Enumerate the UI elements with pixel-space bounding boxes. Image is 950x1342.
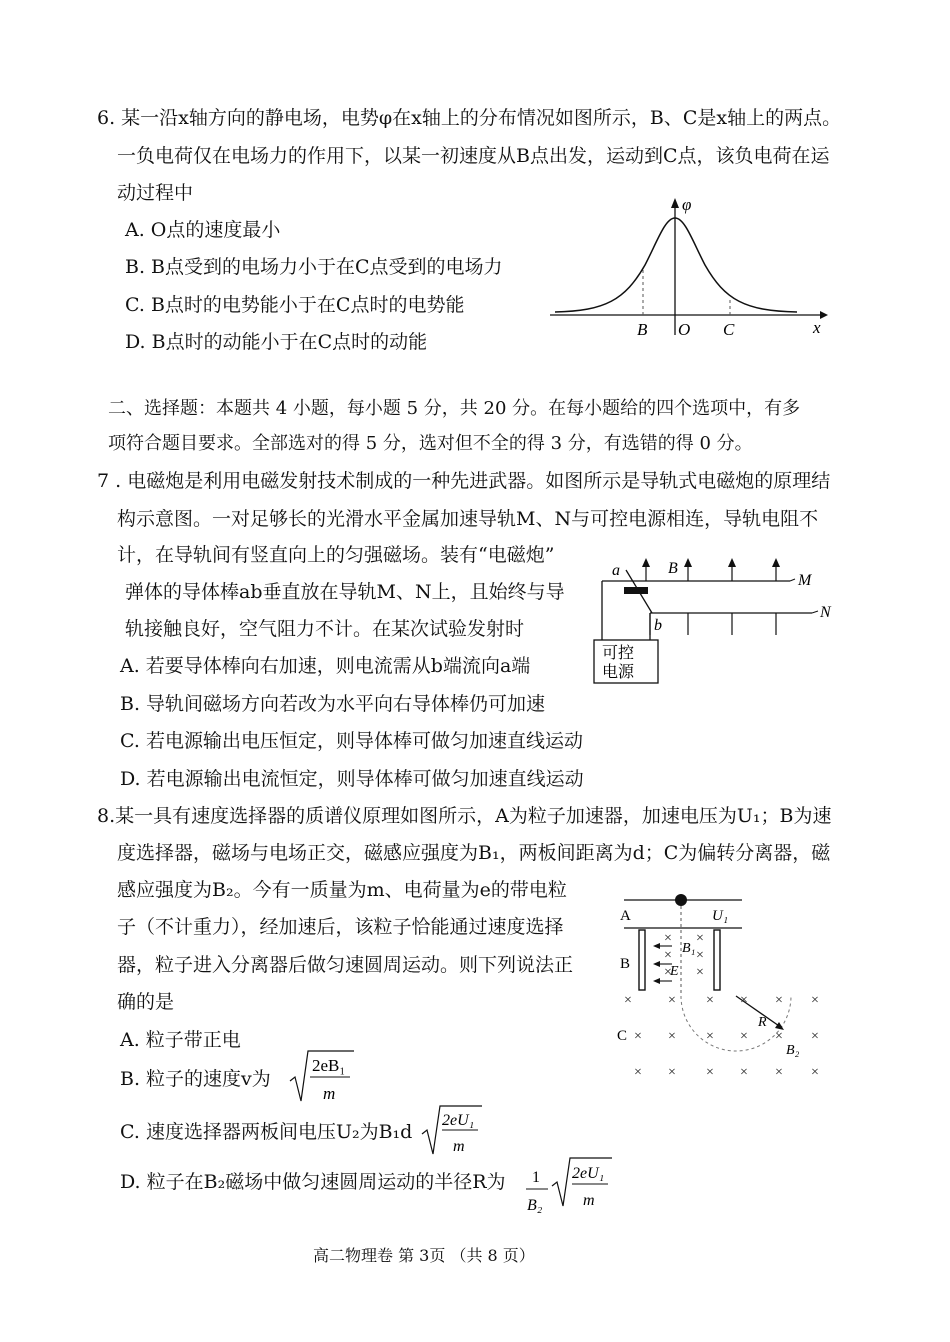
q7-option-b: B. 导轨间磁场方向若改为水平向右导体棒仍可加速 [120, 693, 546, 715]
q8-cross: × [696, 965, 704, 980]
q8-option-d-text: D. 粒子在B₂磁场中做匀速圆周运动的半径R为 [120, 1171, 506, 1193]
q8-cross: × [664, 931, 672, 946]
q8-cross: × [740, 1065, 748, 1080]
q6-potential-graph [545, 190, 835, 350]
q8-cross: × [634, 1065, 642, 1080]
q6-stem-line-1: 6. 某一沿x轴方向的静电场，电势φ在x轴上的分布情况如图所示，B、C是x轴上的两点。 [97, 107, 842, 129]
q8-cross: × [668, 1065, 676, 1080]
q7-label-field: B [668, 560, 678, 577]
q8-stem-line-6: 确的是 [117, 991, 175, 1013]
q7-stem-line-5: 轨接触良好，空气阻力不计。在某次试验发射时 [125, 618, 525, 640]
q8-option-d-denominator: m [583, 1192, 595, 1209]
q8-label-b1: B₁ [682, 941, 696, 956]
q7-stem-line-3: 计，在导轨间有竖直向上的匀强磁场。装有“电磁炮” [117, 544, 555, 566]
q8-stem-line-3: 感应强度为B₂。今有一质量为m、电荷量为e的带电粒 [117, 879, 567, 901]
q8-stem-line-2: 度选择器，磁场与电场正交，磁感应强度为B₁，两板间距离为d；C为偏转分离器，磁 [117, 842, 831, 864]
q7-option-a: A. 若要导体棒向右加速，则电流需从b端流向a端 [120, 655, 531, 677]
q7-stem-line-1: 7 . 电磁炮是利用电磁发射技术制成的一种先进武器。如图所示是导轨式电磁炮的原理结 [97, 470, 831, 492]
q7-label-n: N [820, 604, 831, 621]
q8-cross: × [740, 1029, 748, 1044]
q8-label-c: C [617, 1028, 628, 1044]
q8-stem-line-1: 8.某一具有速度选择器的质谱仪原理如图所示，A为粒子加速器，加速电压为U₁；B为速 [97, 805, 832, 827]
q6-option-a: A. O点的速度最小 [125, 219, 281, 241]
q8-option-c-denominator: m [453, 1138, 465, 1155]
q7-option-d: D. 若电源输出电流恒定，则导体棒可做匀加速直线运动 [120, 768, 584, 790]
q8-cross: × [668, 1029, 676, 1044]
q6-option-c: C. B点时的电势能小于在C点时的电势能 [125, 294, 465, 316]
q7-source-label-2: 电源 [602, 664, 635, 681]
q7-railgun-diagram [590, 555, 840, 690]
q8-option-b-radical [288, 1045, 358, 1107]
q6-option-d: D. B点时的动能小于在C点时的动能 [125, 331, 428, 353]
q8-option-d-fraction [522, 1160, 552, 1220]
q8-cross: × [811, 1065, 819, 1080]
q7-label-m: M [798, 572, 812, 589]
q8-cross: × [775, 993, 783, 1008]
section2-instructions: 项符合题目要求。全部选对的得 5 分，选对但不全的得 3 分，有选错的得 0 分。 [108, 433, 753, 454]
q8-cross: × [811, 1029, 819, 1044]
q8-option-c-radical [420, 1100, 490, 1160]
q8-label-b: B [620, 956, 631, 972]
q8-cross: × [634, 1029, 642, 1044]
q8-cross: × [696, 948, 704, 963]
q8-label-b2: B₂ [786, 1043, 800, 1058]
q8-cross: × [696, 931, 704, 946]
section2-heading: 二、选择题：本题共 4 小题，每小题 5 分，共 20 分。在每小题给的四个选项中，有多 [108, 398, 801, 419]
q7-option-c: C. 若电源输出电压恒定，则导体棒可做匀加速直线运动 [120, 730, 583, 752]
q8-option-b-denominator: m [323, 1084, 336, 1103]
q8-option-b-numerator: 2eB₁ [312, 1056, 346, 1075]
q8-cross: × [664, 965, 672, 980]
q8-cross: × [664, 948, 672, 963]
q8-cross: × [668, 993, 676, 1008]
q8-cross: × [775, 1065, 783, 1080]
q8-cross: × [706, 993, 714, 1008]
q8-label-a: A [620, 908, 631, 924]
q6-x-label: x [813, 318, 821, 337]
q7-label-b-end: b [654, 617, 662, 634]
q6-option-b: B. B点受到的电场力小于在C点受到的电场力 [125, 256, 503, 278]
page-footer: 高二物理卷 第 3页 （共 8 页） [313, 1246, 535, 1265]
q6-phi-label: φ [682, 195, 692, 214]
q8-option-c-numerator: 2eU₁ [442, 1112, 475, 1129]
q8-label-e: E [670, 964, 679, 979]
q8-option-d-b2: B₂ [527, 1197, 543, 1214]
q7-label-a: a [612, 562, 620, 579]
q8-option-b-text: B. 粒子的速度v为 [120, 1068, 271, 1090]
q8-cross: × [706, 1065, 714, 1080]
q6-point-b: B [637, 320, 648, 339]
q8-cross: × [624, 993, 632, 1008]
q8-cross: × [775, 1029, 783, 1044]
q7-stem-line-4: 弹体的导体棒ab垂直放在导轨M、N上，且始终与导 [125, 581, 565, 603]
q8-option-d-one: 1 [532, 1169, 540, 1186]
q6-stem-line-2: 一负电荷仅在电场力的作用下，以某一初速度从B点出发，运动到C点，该负电荷在运 [117, 145, 830, 167]
q7-stem-line-2: 构示意图。一对足够长的光滑水平金属加速导轨M、N与可控电源相连，导轨电阻不 [117, 508, 819, 530]
q7-source-label-1: 可控 [602, 645, 635, 662]
q8-mass-spectrometer-diagram [612, 888, 842, 1088]
q8-option-d-numerator: 2eU₁ [572, 1165, 605, 1182]
q8-option-d-radical [550, 1150, 620, 1212]
q8-option-a: A. 粒子带正电 [120, 1029, 241, 1051]
q8-label-r: R [758, 1015, 767, 1030]
q8-stem-line-5: 器，粒子进入分离器后做匀速圆周运动。则下列说法正 [117, 954, 574, 976]
q8-cross: × [740, 993, 748, 1008]
q8-cross: × [811, 993, 819, 1008]
q6-point-o: O [678, 320, 691, 339]
q6-stem-line-3: 动过程中 [117, 182, 194, 204]
q6-point-c: C [723, 320, 735, 339]
q8-label-u1: U₁ [712, 908, 729, 924]
q8-option-c-text: C. 速度选择器两板间电压U₂为B₁d [120, 1121, 413, 1143]
q8-stem-line-4: 子（不计重力），经加速后，该粒子恰能通过速度选择 [117, 916, 564, 938]
q8-cross: × [706, 1029, 714, 1044]
